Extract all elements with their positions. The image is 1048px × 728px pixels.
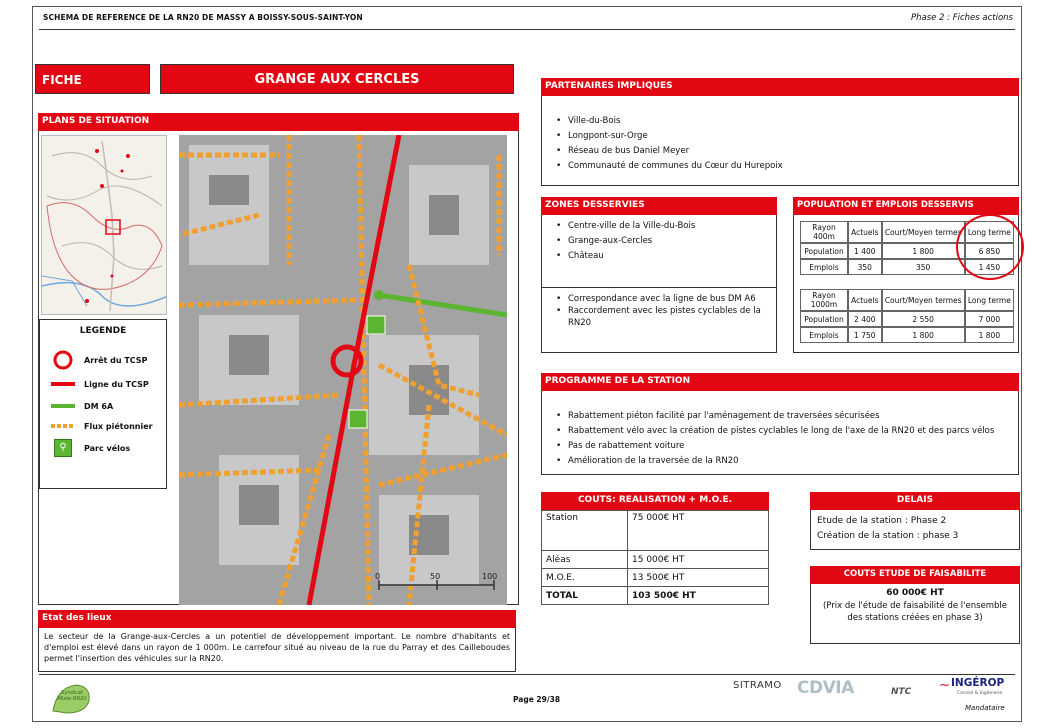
partenaires-title: PARTENAIRES IMPLIQUES	[541, 78, 1019, 96]
table-cell: 7 000	[965, 311, 1014, 327]
delais-title: DELAIS	[810, 492, 1020, 510]
table-cell: Population	[800, 311, 848, 327]
table-cell: 350	[882, 259, 965, 275]
list-item: • Longpont-sur-Orge	[548, 129, 1018, 144]
table-cell: 1 400	[848, 243, 882, 259]
logo-ntc: NTC	[891, 687, 912, 697]
programme-list	[548, 409, 1018, 469]
programme-title: PROGRAMME DE LA STATION	[541, 373, 1019, 391]
zones-list	[548, 219, 776, 264]
logo-sitramo: SITRAMO	[733, 680, 782, 691]
list-item: • Raccordement avec les pistes cyclables de la RN20	[548, 305, 772, 329]
legend-item-pedestrian: Flux piétonnier	[50, 416, 153, 436]
table-cell: 1 800	[882, 327, 965, 343]
table-row	[542, 511, 769, 551]
table-cell: 1 800	[965, 327, 1014, 343]
table-cell: Court/Moyen termes	[882, 289, 965, 311]
programme-box	[541, 391, 1019, 475]
partenaires-list	[548, 114, 1018, 174]
list-item: • Grange-aux-Cercles	[548, 234, 776, 249]
zones-list-2	[548, 293, 772, 329]
partenaires-box	[541, 96, 1019, 186]
legend-item-bike: ⚲ Parc vélos	[50, 438, 130, 458]
table-cell: M.O.E.	[542, 569, 628, 587]
list-item: • Ville-du-Bois	[548, 114, 1018, 129]
logo-syndicat	[47, 681, 95, 717]
couts-title: COUTS: REALISATION + M.O.E.	[541, 492, 769, 510]
legend-item-line: Ligne du TCSP	[50, 374, 149, 394]
zones-divider	[542, 287, 776, 288]
ingerop-swoosh-icon: ~	[939, 678, 950, 693]
table-cell: 1 800	[882, 243, 965, 259]
tcsp-line-icon	[50, 374, 76, 394]
overview-map	[41, 135, 167, 315]
legend-item-stop: Arrêt du TCSP	[50, 350, 147, 370]
table-cell: Long terme	[965, 289, 1014, 311]
table-row	[542, 569, 769, 587]
document-page	[32, 6, 1022, 722]
faisabilite-title: COUTS ETUDE DE FAISABILITE	[810, 566, 1020, 584]
table-row	[800, 289, 1014, 311]
list-item: • Pas de rabattement voiture	[548, 439, 1018, 454]
footer-divider	[39, 674, 1015, 675]
table-cell: Actuels	[848, 221, 882, 243]
table-cell: Rayon 400m	[800, 221, 848, 243]
delais-line-1: Etude de la station : Phase 2	[817, 516, 947, 526]
legend-item-dm6a: DM 6A	[50, 396, 113, 416]
scale-label-0: 0	[375, 572, 381, 581]
table-cell: 13 500€ HT	[628, 569, 769, 587]
logo-ingerop	[939, 677, 1019, 703]
population-title: POPULATION ET EMPLOIS DESSERVIS	[793, 197, 1019, 215]
zones-title: ZONES DESSERVIES	[541, 197, 777, 215]
table-cell: Emplois	[800, 259, 848, 275]
faisabilite-note: (Prix de l'étude de faisabilité de l'ensemble des stations créées en phase 3)	[822, 601, 1008, 623]
legend-box	[39, 319, 167, 489]
faisabilite-box	[810, 584, 1020, 644]
legend-title: LEGENDE	[79, 326, 127, 336]
station-label: FICHE STATION 9	[35, 64, 150, 94]
list-item: • Château	[548, 249, 776, 264]
bike-parking-icon: ⚲	[50, 438, 76, 458]
table-cell: TOTAL	[542, 587, 628, 605]
table-cell: Actuels	[848, 289, 882, 311]
ingerop-tagline: Conseil & Ingénierie	[957, 691, 1003, 696]
table-cell: 2 400	[848, 311, 882, 327]
table-row	[542, 551, 769, 569]
table-cell: 103 500€ HT	[628, 587, 769, 605]
scale-label-50: 50	[430, 572, 441, 581]
couts-table-wrap	[541, 510, 769, 605]
list-item: • Réseau de bus Daniel Meyer	[548, 144, 1018, 159]
stop-ring-icon	[50, 350, 76, 370]
page-number: Page 29/38	[513, 695, 561, 704]
table-cell: 350	[848, 259, 882, 275]
table-row	[542, 587, 769, 605]
pedestrian-flow-icon	[50, 416, 76, 436]
table-cell: 1 750	[848, 327, 882, 343]
table-row	[800, 327, 1014, 343]
list-item: • Correspondance avec la ligne de bus DM A6	[548, 293, 772, 305]
list-item: • Rabattement vélo avec la création de pistes cyclables le long de l'axe de la RN20 et des parcs vélos	[548, 424, 1018, 439]
etat-title: Etat des lieux	[38, 610, 516, 628]
table-cell: Aléas	[542, 551, 628, 569]
population-table-1000	[800, 289, 1014, 343]
dm6a-line-icon	[50, 396, 76, 416]
header-divider	[39, 29, 1015, 30]
list-item: • Amélioration de la traversée de la RN20	[548, 454, 1018, 469]
list-item: • Communauté de communes du Cœur du Hurepoix	[548, 159, 1018, 174]
plans-title: PLANS DE SITUATION	[38, 113, 519, 131]
highlight-circle	[956, 214, 1024, 280]
table-cell: 15 000€ HT	[628, 551, 769, 569]
logo-cdvia: CDVIA	[797, 678, 854, 698]
couts-table	[541, 510, 769, 605]
table-cell: 2 550	[882, 311, 965, 327]
ingerop-name: INGÉROP	[951, 677, 1005, 689]
table-cell: 6 850	[965, 243, 1014, 259]
table-cell: Court/Moyen termes	[882, 221, 965, 243]
zones-box	[541, 215, 777, 353]
table-cell: Rayon 1000m	[800, 289, 848, 311]
mandataire-label: Mandataire	[965, 704, 1005, 712]
scale-label-100: 100	[482, 572, 498, 581]
station-name: GRANGE AUX CERCLES	[160, 64, 514, 94]
faisabilite-amount: 60 000€ HT	[886, 588, 944, 598]
table-cell: Population	[800, 243, 848, 259]
delais-line-2: Création de la station : phase 3	[817, 531, 959, 541]
table-cell: 1 450	[965, 259, 1014, 275]
table-row	[800, 311, 1014, 327]
table-cell: Long terme	[965, 221, 1014, 243]
table-cell: Station	[542, 511, 628, 551]
header-title: SCHEMA DE REFERENCE DE LA RN20 DE MASSY A BOISSY-SOUS-SAINT-YON	[43, 13, 363, 22]
list-item: • Centre-ville de la Ville-du-Bois	[548, 219, 776, 234]
delais-box	[810, 510, 1020, 550]
logo-syndicat-text: Syndicat Mixte RN20	[57, 690, 87, 702]
station-map	[179, 135, 507, 605]
etat-box	[38, 628, 516, 672]
list-item: • Rabattement piéton facilité par l'aménagement de traversées sécurisées	[548, 409, 1018, 424]
table-cell: Emplois	[800, 327, 848, 343]
header-phase: Phase 2 : Fiches actions	[910, 13, 1013, 23]
table-cell: 75 000€ HT	[628, 511, 769, 551]
etat-text: Le secteur de la Grange-aux-Cercles a un potentiel de développement important. Le nombre d'habitants et d'emploi est élevé dans un rayon de 1 000m. Le carrefour situé au niveau de la rue du Parray et des Cailleboudes permet l'insertion des véhicules sur la RN20.	[44, 632, 510, 663]
